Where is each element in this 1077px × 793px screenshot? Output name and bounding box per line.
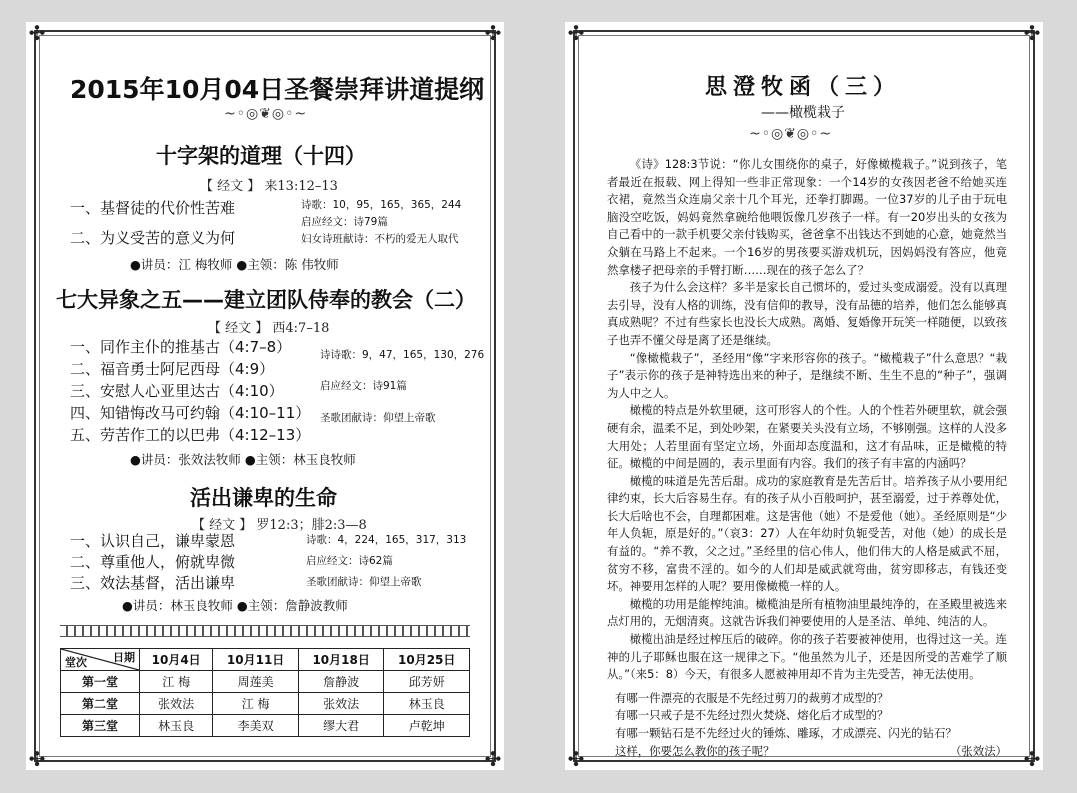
closing-question: 有哪一件漂亮的衣服是不先经过剪刀的裁剪才成型的？	[615, 690, 889, 705]
date-column-header: 10月11日	[213, 649, 299, 671]
table-row	[61, 671, 470, 693]
sermon2-leaders: ●讲员：张效法牧师 ●主领：林玉良牧师	[130, 452, 356, 467]
table-cell: 林玉良	[140, 715, 213, 737]
preacher-schedule-table	[60, 648, 470, 737]
sermon3-point: 二、尊重他人，俯就卑微	[70, 553, 236, 571]
closing-question: 有哪一颗钻石是不先经过火的锤炼、雕琢，才成漂亮、闪光的钻石？	[615, 726, 957, 740]
corner-ornament-icon: ✣	[1023, 747, 1041, 771]
session-label: 第三堂	[61, 715, 140, 737]
closing-question: 这样，你要怎么教你的孩子呢？	[615, 743, 775, 758]
sermon3-point: 一、认识自己，谦卑蒙恩	[70, 532, 236, 550]
sermon2-point: 一、同作主仆的推基古（4:7–8）	[70, 338, 292, 356]
sermon3-point: 三、效法基督，活出谦卑	[70, 574, 236, 592]
table-cell: 江 梅	[140, 671, 213, 693]
sermon2-responsive-reading: 启应经文：诗91篇	[320, 380, 407, 392]
table-cell: 林玉良	[384, 693, 470, 715]
sermon3-scripture: 【 经文 】 罗12:3；腓2:3—8	[192, 518, 367, 533]
table-header-row	[61, 649, 470, 671]
table-cell: 张效法	[298, 693, 384, 715]
closing-question: 有哪一只戒子是不先经过烈火焚烧、熔化后才成型的？	[615, 708, 889, 723]
table-cell: 缪大君	[298, 715, 384, 737]
author-signature: （张效法）	[950, 743, 1007, 758]
corner-ornament-icon: ✣	[567, 747, 585, 771]
sermon3-choir: 圣歌团献诗：仰望上帝歌	[306, 576, 422, 588]
date-column-header: 10月25日	[384, 649, 470, 671]
decorative-band	[60, 625, 470, 637]
sermon2-title: 七大异象之五——建立团队侍奉的教会（二）	[56, 288, 476, 312]
table-cell: 詹静波	[298, 671, 384, 693]
divider-ornament: ~◦◎❦◎◦~	[224, 106, 308, 122]
sermon3-responsive-reading: 启应经文：诗62篇	[306, 555, 393, 567]
corner-ornament-icon: ✣	[484, 21, 502, 45]
body-paragraph: 橄榄的味道是先苦后甜。成功的家庭教育是先苦后甘。培养孩子从小要用纪律约束，长大后容易生存。有的孩子从小百般呵护，甚至溺爱，过于养尊处优，长大后啥也不会，自理都困难。这是害他（她）不是爱他（她）。圣经原则是“少年人负轭，原是好的。”（哀3：27）人在年幼时负轭受苦，对他（她）的成长是有益的。“养不教，父之过。”圣经里的信心伟人，他们伟大的人格是威武不屈，贫穷不移，富贵不淫的。如今的人们却是威武就弯曲，贫穷即移志，有钱还变坏。神要用怎样的人呢？要用像橄榄一样的人。	[607, 473, 1007, 594]
sermon2-point: 四、知错悔改马可约翰（4:10–11）	[70, 404, 311, 422]
page-title: 2015年10月04日圣餐崇拜讲道提纲	[70, 75, 485, 104]
pastoral-letter-title: 思澄牧函（三）	[705, 74, 902, 100]
table-cell: 周莲美	[213, 671, 299, 693]
body-paragraph: 橄榄的特点是外软里硬，这可形容人的个性。人的个性若外硬里软，就会强硬有余，温柔不足，到处吵架，在紧要关头没有立场，不够刚强。这样的人没多大用处；人若里面有坚定立场，外面却态度温和，这才有品味，正是橄榄的特征。橄榄的中间是圆的，表示里面有内容。我们的孩子有丰富的内涵吗？	[607, 403, 1007, 471]
body-paragraph: 橄榄的功用是能榨纯油。橄榄油是所有植物油里最纯净的，在圣殿里被选来点灯用的，无烟清爽。这就告诉我们神要使用的人是圣洁、单纯、纯洁的人。	[607, 596, 1007, 629]
session-label: 第二堂	[61, 693, 140, 715]
divider-ornament: ~◦◎❦◎◦~	[749, 126, 833, 142]
sermon2-hymns: 诗诗歌：9，47，165，130，276	[320, 349, 485, 361]
closing-question-final	[607, 743, 1007, 761]
table-cell: 邱芳妍	[384, 671, 470, 693]
date-column-header: 10月4日	[140, 649, 213, 671]
sermon3-leaders: ●讲员：林玉良牧师 ●主领：詹静波教师	[122, 598, 348, 613]
corner-ornament-icon: ✣	[1023, 21, 1041, 45]
corner-ornament-icon: ✣	[567, 21, 585, 45]
sermon1-choir: 妇女诗班献诗：不朽的爱无人取代	[301, 233, 459, 245]
date-header-label: 日期	[113, 651, 135, 664]
date-column-header: 10月18日	[298, 649, 384, 671]
sermon1-responsive-reading: 启应经文：诗79篇	[301, 216, 388, 228]
body-paragraph: 橄榄出油是经过榨压后的破碎。你的孩子若要被神使用，也得过这一关。连神的儿子耶稣也服在这一规律之下。“他虽然为儿子，还是因所受的苦难学了顺从。”（来5：8）今天，有很多人愿被神用却不肯为主先受苦，神无法使用。	[607, 632, 1007, 682]
session-label: 第一堂	[61, 671, 140, 693]
session-header-label: 堂次	[65, 656, 87, 669]
sermon1-point: 二、为义受苦的意义为何	[70, 229, 236, 247]
body-paragraph: “像橄榄栽子”，圣经用“像”字来形容你的孩子。“橄榄栽子”什么意思？“栽子”表示你的孩子是神特选出来的种子，是继续不断、生生不息的“种子”，强调为人中之人。	[607, 350, 1007, 400]
sermon1-hymns: 诗歌：10，95，165，365，244	[301, 199, 462, 211]
sermon1-leaders: ●讲员：江 梅牧师 ●主领：陈 伟牧师	[130, 257, 339, 272]
sermon2-point: 二、福音勇士阿尼西母（4:9）	[70, 360, 275, 378]
bulletin-left-panel	[26, 22, 504, 770]
sermon1-scripture: 【 经文 】 来13:12–13	[200, 179, 338, 194]
table-cell: 卢乾坤	[384, 715, 470, 737]
bulletin-right-panel	[565, 22, 1043, 770]
table-row	[61, 693, 470, 715]
sermon3-title: 活出谦卑的生命	[190, 486, 337, 510]
table-corner-cell	[61, 649, 140, 671]
sermon1-point: 一、基督徒的代价性苦难	[70, 199, 236, 217]
sermon2-scripture: 【 经文 】 西4:7–18	[208, 321, 330, 336]
table-cell: 江 梅	[213, 693, 299, 715]
sermon3-hymns: 诗歌：4，224，165，317，313	[306, 534, 467, 546]
pastoral-letter-body	[607, 156, 1007, 760]
corner-ornament-icon: ✣	[28, 747, 46, 771]
corner-ornament-icon: ✣	[28, 21, 46, 45]
pastoral-letter-subtitle: ——橄榄栽子	[761, 105, 845, 121]
body-paragraph: 《诗》128:3节说：“你儿女围绕你的桌子，好像橄榄栽子。”说到孩子，笔者最近在报载、网上得知一些非正常现象：一个14岁的女孩因老爸不给她买连衣裙，竟然当众连扇父亲十几个耳光，还拳打脚踢。一位37岁的儿子由于玩电脑没空吃饭，妈妈竟然拿碗给他喂饭像几岁孩子一样。有一20岁出头的女孩为自己看中的一款手机要父亲付钱购买，爸爸拿不出钱达不到她的心意，她竟然当众躺在马路上不起来。一个16岁的男孩要买游戏机玩，因妈妈没有答应，他竟然拿楼孑把母亲的手臂打断……现在的孩子怎么了？	[607, 157, 1007, 277]
sermon2-point: 五、劳苦作工的以巴弗（4:12–13）	[70, 426, 311, 444]
table-row	[61, 715, 470, 737]
table-cell: 李美双	[213, 715, 299, 737]
body-paragraph: 孩子为什么会这样？多半是家长自己惯坏的，爱过头变成溺爱。没有以真理去引导，没有人格的训练，没有信仰的教导，没有品德的培养，他们怎么能够真真成熟呢？不过有些家长也没长大成熟。离婚、复婚像开玩笑一样随便，以致孩子也弄不懂父母是离了还是继续。	[607, 280, 1007, 347]
table-cell: 张效法	[140, 693, 213, 715]
corner-ornament-icon: ✣	[484, 747, 502, 771]
sermon1-title: 十字架的道理（十四）	[156, 144, 366, 168]
sermon2-point: 三、安慰人心亚里达古（4:10）	[70, 382, 284, 400]
sermon2-choir: 圣歌团献诗：仰望上帝歌	[320, 412, 436, 424]
